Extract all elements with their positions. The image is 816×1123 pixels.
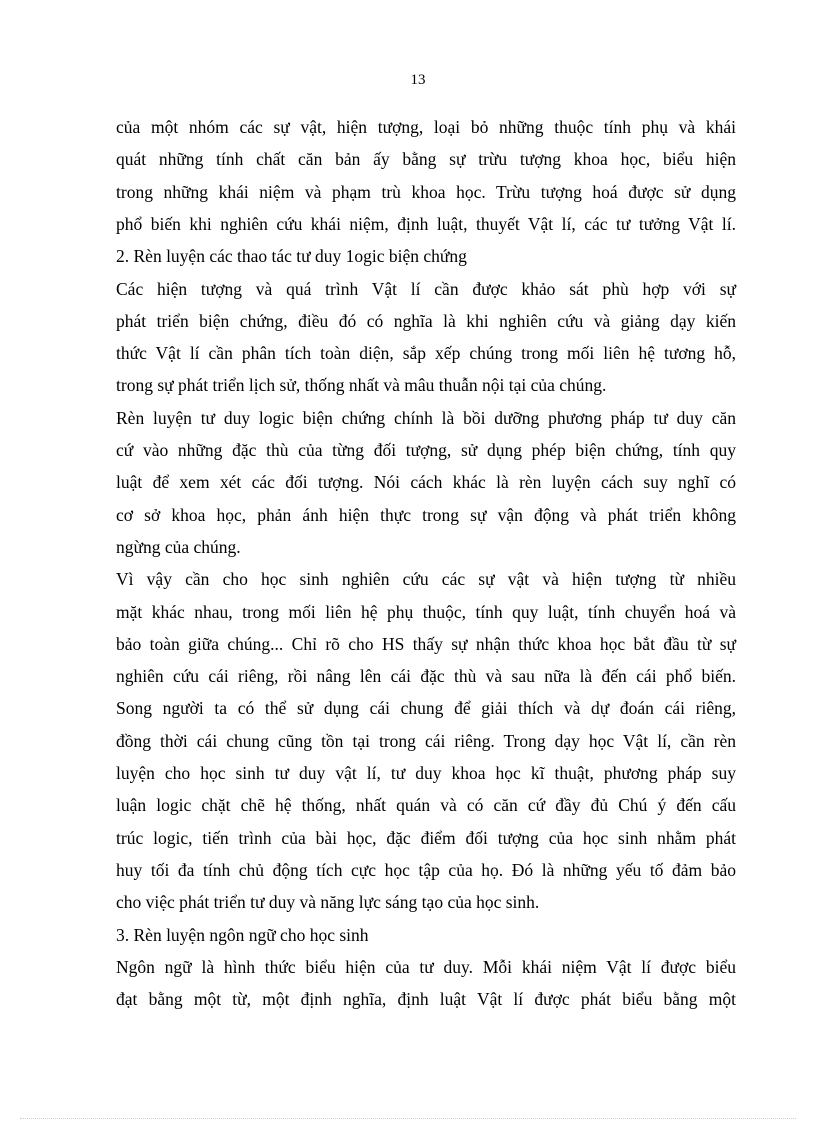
text-line: bảo toàn giữa chúng... Chỉ rõ cho HS thấy sự nhận thức khoa học bắt đầu từ sự	[116, 633, 736, 654]
text-line: mặt khác nhau, trong mối liên hệ phụ thuộc, tính quy luật, tính chuyển hoá và	[116, 601, 736, 622]
text-line: trong sự phát triển lịch sử, thống nhất và mâu thuẫn nội tại của chúng.	[116, 375, 607, 396]
text-line: Các hiện tượng và quá trình Vật lí cần được khảo sát phù hợp với sự	[116, 278, 736, 299]
page-bottom-divider	[20, 1118, 796, 1119]
text-line: của một nhóm các sự vật, hiện tượng, loại bỏ những thuộc tính phụ và khái	[116, 117, 736, 137]
text-line: Rèn luyện tư duy logic biện chứng chính là bồi dưỡng phương pháp tư duy căn	[116, 407, 736, 428]
text-line: Ngôn ngữ là hình thức biểu hiện của tư duy. Mỗi khái niệm Vật lí được biểu	[116, 956, 736, 977]
text-line: phổ biến khi nghiên cứu khái niệm, định luật, thuyết Vật lí, các tư tưởng Vật lí.	[116, 213, 736, 234]
text-line: trong những khái niệm và phạm trù khoa học. Trừu tượng hoá được sử dụng	[116, 181, 736, 202]
text-line: ngừng của chúng.	[116, 536, 241, 557]
text-line: nghiên cứu cái riêng, rồi nâng lên cái đặc thù và sau nữa là đến cái phổ biến.	[116, 666, 736, 687]
text-line: quát những tính chất căn bản ấy bằng sự trừu tượng khoa học, biểu hiện	[116, 149, 736, 170]
page-number: 13	[410, 72, 426, 88]
text-line: Song người ta có thể sử dụng cái chung để giải thích và dự đoán cái riêng,	[116, 698, 736, 719]
text-line: 3. Rèn luyện ngôn ngữ cho học sinh	[116, 924, 369, 945]
text-line: luật để xem xét các đối tượng. Nói cách khác là rèn luyện cách suy nghĩ có	[116, 472, 736, 493]
text-line: luận logic chặt chẽ hệ thống, nhất quán và có căn cứ đầy đủ Chú ý đến cấu	[116, 795, 736, 816]
text-line: huy tối đa tính chủ động tích cực học tập của họ. Đó là những yếu tố đảm bảo	[116, 859, 736, 880]
text-line: đạt bằng một từ, một định nghĩa, định luật Vật lí được phát biểu bằng một	[116, 989, 736, 1010]
text-line: Vì vậy cần cho học sinh nghiên cứu các sự vật và hiện tượng từ nhiều	[116, 569, 736, 590]
text-line: cho việc phát triển tư duy và năng lực sáng tạo của học sinh.	[116, 892, 540, 913]
text-line: phát triển biện chứng, điều đó có nghĩa là khi nghiên cứu và giảng dạy kiến	[116, 310, 736, 331]
text-line: trúc logic, tiến trình của bài học, đặc điểm đối tượng của học sinh nhằm phát	[116, 827, 736, 848]
text-line: luyện cho học sinh tư duy vật lí, tư duy khoa học kĩ thuật, phương pháp suy	[116, 763, 736, 783]
text-line: cơ sở khoa học, phản ánh hiện thực trong sự vận động và phát triển không	[116, 504, 736, 525]
text-line: thức Vật lí cần phân tích toàn diện, sắp xếp chúng trong mối liên hệ tương hỗ,	[116, 343, 736, 364]
text-line: đồng thời cái chung cũng tồn tại trong cái riêng. Trong dạy học Vật lí, cần rèn	[116, 730, 736, 751]
text-line: cứ vào những đặc thù của từng đối tượng, sử dụng phép biện chứng, tính quy	[116, 440, 736, 460]
text-line: 2. Rèn luyện các thao tác tư duy 1ogic biện chứng	[116, 246, 467, 267]
